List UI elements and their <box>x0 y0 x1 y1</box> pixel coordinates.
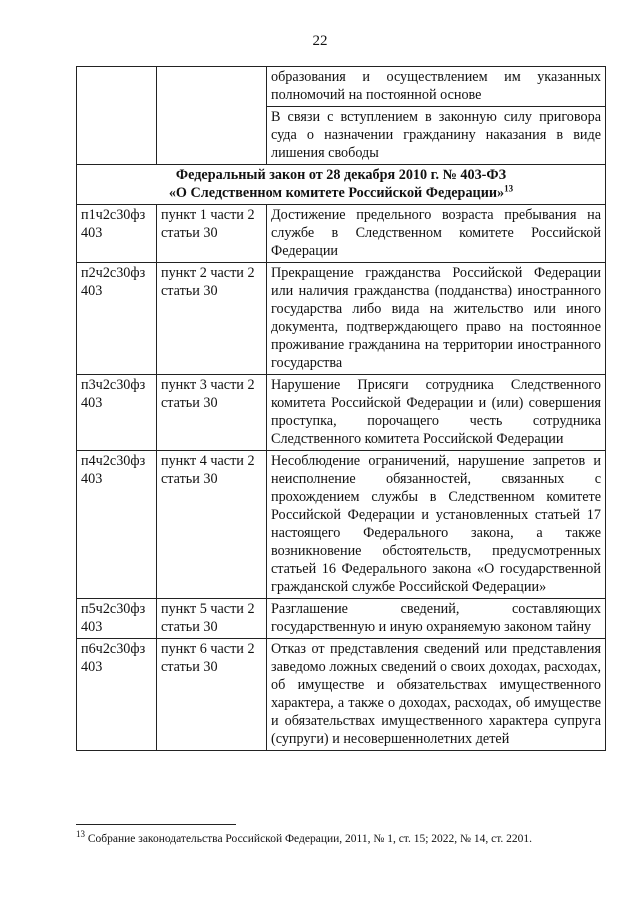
row-text: Прекращение гражданства Российской Федерации или наличия гражданства (подданства) иностранного государства либо вида на жительство или иного документа, подтверждающего право на постоянное проживание гражданина на территории иностранного государства <box>267 263 606 375</box>
row-text: Нарушение Присяги сотрудника Следственного комитета Российской Федерации и (или) совершения проступка, порочащего честь сотрудника Следственного комитета Российской Федерации <box>267 375 606 451</box>
row-code: п6ч2с30фз 403 <box>77 639 157 751</box>
law-heading-line2-wrap <box>81 184 601 202</box>
row-text: Отказ от представления сведений или представления заведомо ложных сведений о своих доходах, расходах, об имуществе и обязательствах имущественного характера, а также о доходах, расходах, об имуществе и обязательствах имущественного характера супруга (супруги) и несовершеннолетних детей <box>267 639 606 751</box>
row-code: п4ч2с30фз 403 <box>77 451 157 599</box>
law-heading-row <box>77 165 606 205</box>
page-number: 22 <box>312 33 328 49</box>
row-code: п3ч2с30фз 403 <box>77 375 157 451</box>
legal-grounds-table <box>76 66 606 751</box>
empty-code-cell <box>77 67 157 165</box>
law-heading <box>77 165 606 205</box>
row-reference: пункт 2 части 2 статьи 30 <box>157 263 267 375</box>
table-row <box>77 599 606 639</box>
row-text: Достижение предельного возраста пребывания на службе в Следственном комитете Российской Федерации <box>267 205 606 263</box>
footnote-mark: 13 <box>76 829 85 840</box>
law-heading-line2: «О Следственном комитете Российской Федерации» <box>168 185 505 201</box>
row-reference: пункт 5 части 2 статьи 30 <box>157 599 267 639</box>
table-row <box>77 451 606 599</box>
law-heading-line1: Федеральный закон от 28 декабря 2010 г. № 403-ФЗ <box>175 167 507 183</box>
sentence-text-cell: В связи с вступлением в законную силу приговора суда о назначении гражданину наказания в виде лишения свободы <box>267 107 606 165</box>
continuation-text-cell: образования и осуществлением им указанных полномочий на постоянной основе <box>267 67 606 107</box>
table-row <box>77 375 606 451</box>
table-row <box>77 205 606 263</box>
row-reference: пункт 1 части 2 статьи 30 <box>157 205 267 263</box>
footnote-divider <box>76 824 236 825</box>
row-reference: пункт 6 части 2 статьи 30 <box>157 639 267 751</box>
row-code: п5ч2с30фз 403 <box>77 599 157 639</box>
row-reference: пункт 4 части 2 статьи 30 <box>157 451 267 599</box>
row-reference: пункт 3 части 2 статьи 30 <box>157 375 267 451</box>
table-row <box>77 67 606 107</box>
row-text: Несоблюдение ограничений, нарушение запретов и неисполнение обязанностей, связанных с прохождением службы в Следственном комитете Российской Федерации и установленных статьей 17 настоящего Федерального закона, а также возникновение обстоятельств, предусмотренных статьей 16 Федерального закона «О государственной гражданской службе Российской Федерации» <box>267 451 606 599</box>
empty-ref-cell <box>157 67 267 165</box>
footnote-text: Собрание законодательства Российской Федерации, 2011, № 1, ст. 15; 2022, № 14, ст. 2201. <box>87 833 533 845</box>
row-text: Разглашение сведений, составляющих государственную и иную охраняемую законом тайну <box>267 599 606 639</box>
footnote <box>76 829 616 846</box>
table-row <box>77 639 606 751</box>
footnote-mark-ref: 13 <box>504 183 514 194</box>
table-row <box>77 263 606 375</box>
row-code: п1ч2с30фз 403 <box>77 205 157 263</box>
row-code: п2ч2с30фз 403 <box>77 263 157 375</box>
